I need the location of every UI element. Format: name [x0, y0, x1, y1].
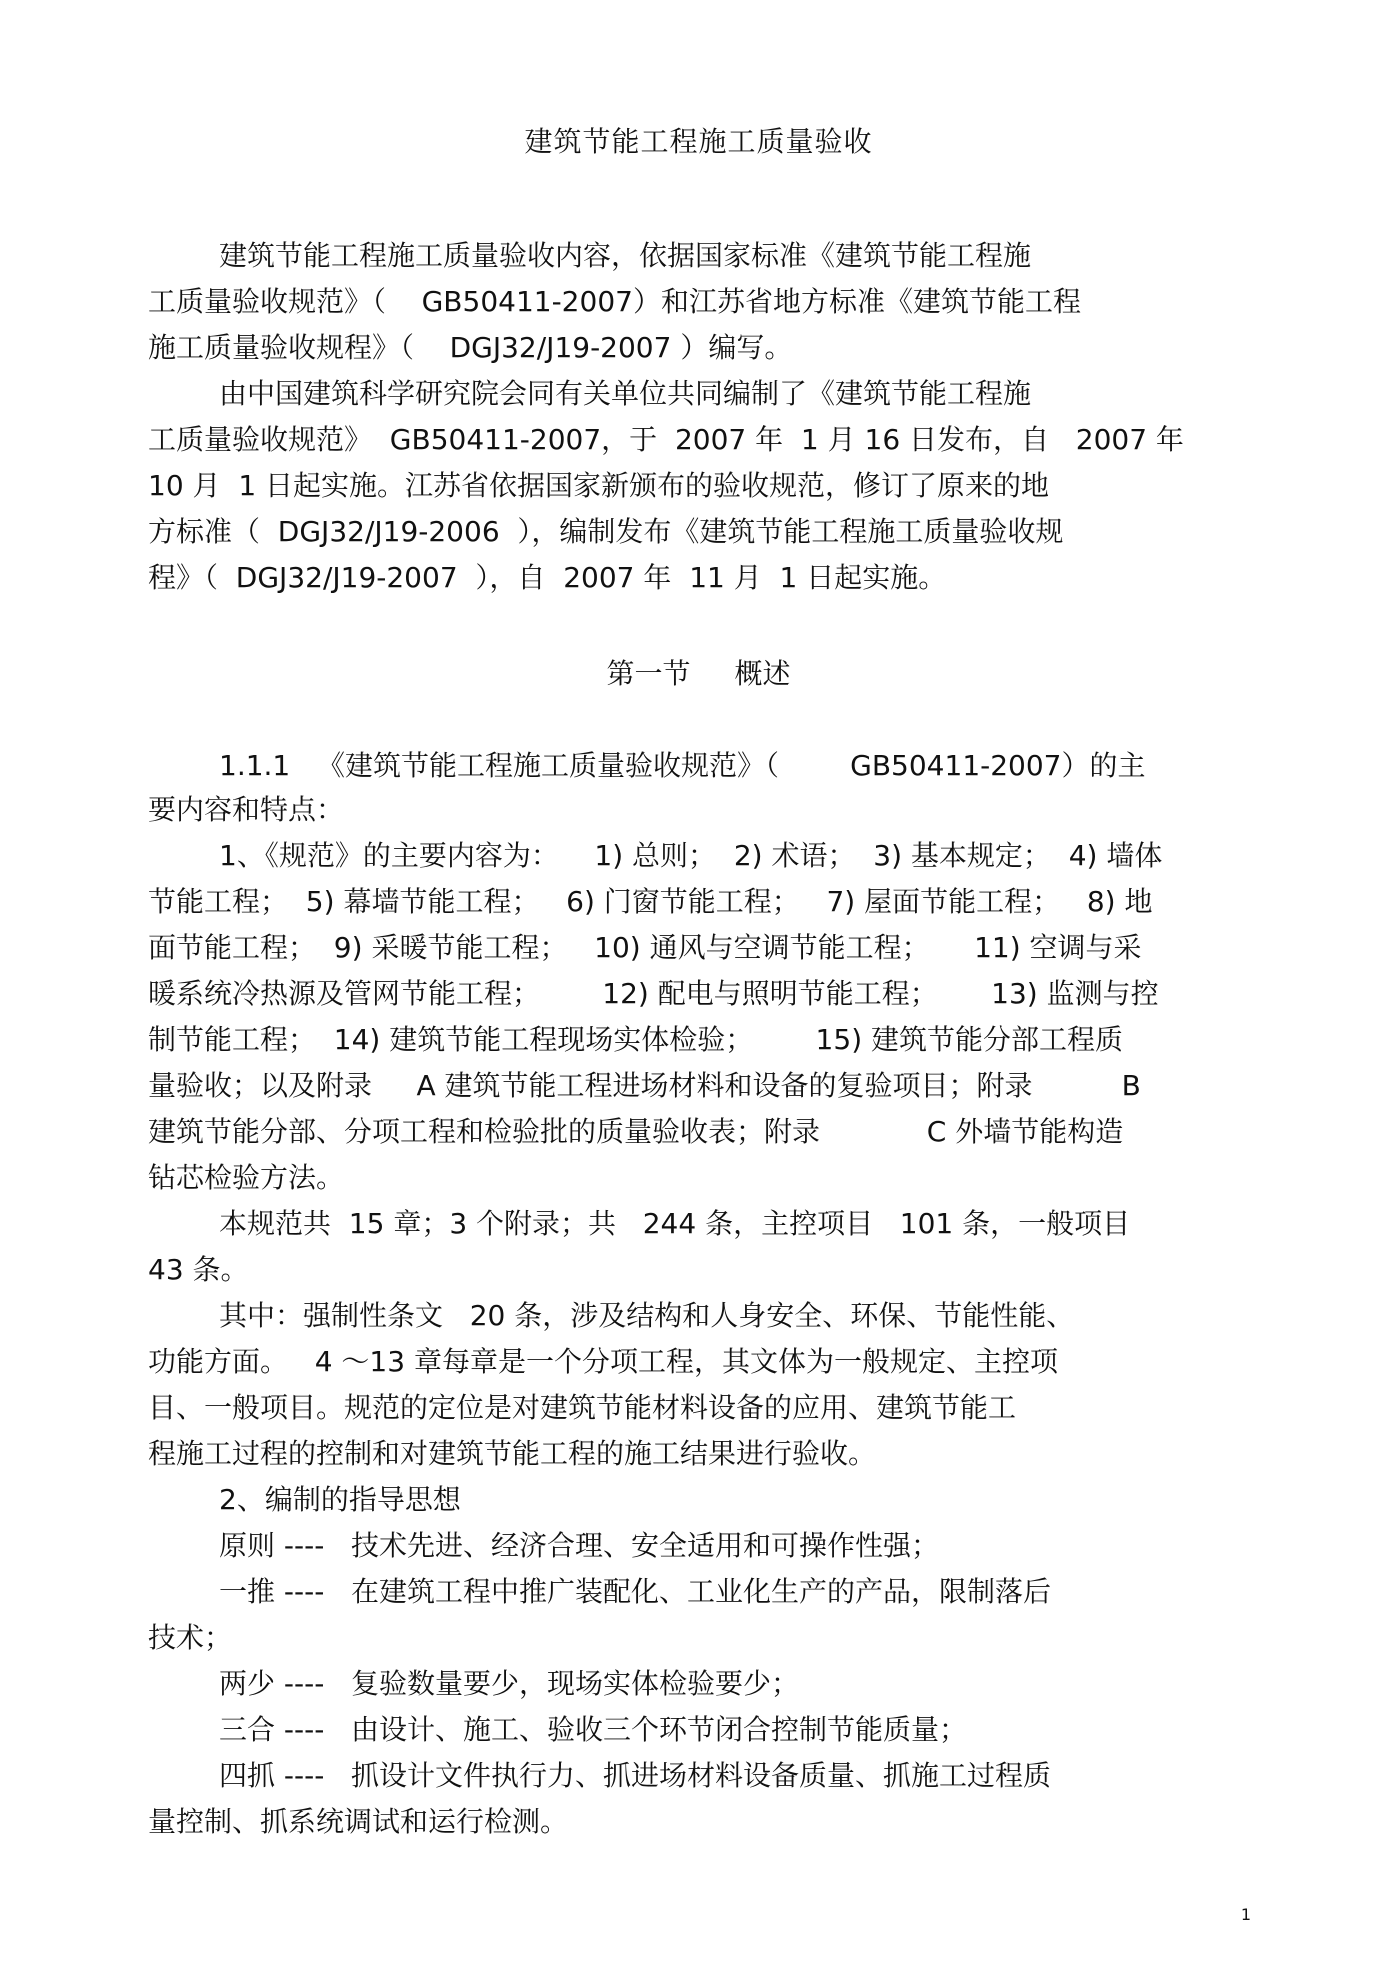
intro-line: 程》（ DGJ32/J19-2007 ），自 2007 年 11 月 1 日起实施。: [148, 561, 947, 594]
body-line: 一推 ---- 在建筑工程中推广装配化、工业化生产的产品，限制落后: [219, 1575, 1052, 1608]
body-line: 目、一般项目。规范的定位是对建筑节能材料设备的应用、建筑节能工: [148, 1391, 1017, 1424]
body-line: 43 条。: [148, 1253, 249, 1286]
intro-line: 建筑节能工程施工质量验收内容，依据国家标准《建筑节能工程施: [219, 239, 1032, 272]
intro-line: 施工质量验收规程》（ DGJ32/J19-2007 ）编写。: [148, 331, 793, 364]
body-line: 功能方面。 4 ～13 章每章是一个分项工程，其文体为一般规定、主控项: [148, 1345, 1058, 1378]
body-line: 程施工过程的控制和对建筑节能工程的施工结果进行验收。: [148, 1437, 877, 1470]
intro-line: 工质量验收规范》（ GB50411-2007）和江苏省地方标准《建筑节能工程: [148, 285, 1081, 318]
section-name: 概述: [734, 657, 791, 690]
body-line: 本规范共 15 章；3 个附录；共 244 条，主控项目 101 条，一般项目: [219, 1207, 1131, 1240]
body-line: 节能工程； 5) 幕墙节能工程； 6) 门窗节能工程； 7) 屋面节能工程； 8) 地: [148, 885, 1153, 918]
body-line: 面节能工程； 9) 采暖节能工程； 10) 通风与空调节能工程； 11) 空调与采: [148, 931, 1142, 964]
intro-line: 方标准（ DGJ32/J19-2006 ），编制发布《建筑节能工程施工质量验收规: [148, 515, 1064, 548]
body-line: 量控制、抓系统调试和运行检测。: [148, 1805, 569, 1838]
body-line: 四抓 ---- 抓设计文件执行力、抓进场材料设备质量、抓施工过程质: [219, 1759, 1052, 1792]
body-line: 1.1.1 《建筑节能工程施工质量验收规范》（ GB50411-2007）的主: [219, 749, 1146, 782]
body-line: 技术；: [148, 1621, 233, 1654]
intro-line: 工质量验收规范》 GB50411-2007，于 2007 年 1 月 16 日发布，自 2007 年: [148, 423, 1184, 456]
body-line: 要内容和特点：: [148, 793, 345, 826]
body-line: 1、《规范》的主要内容为： 1) 总则； 2) 术语； 3) 基本规定； 4) 墙体: [219, 839, 1163, 872]
section-number: 第一节: [606, 657, 691, 690]
intro-line: 由中国建筑科学研究院会同有关单位共同编制了《建筑节能工程施: [219, 377, 1032, 410]
body-line: 钻芯检验方法。: [148, 1161, 345, 1194]
body-line: 建筑节能分部、分项工程和检验批的质量验收表；附录 C 外墙节能构造: [148, 1115, 1124, 1148]
body-line: 两少 ---- 复验数量要少，现场实体检验要少；: [219, 1667, 800, 1700]
body-line: 三合 ---- 由设计、施工、验收三个环节闭合控制节能质量；: [219, 1713, 968, 1746]
body-line: 制节能工程； 14) 建筑节能工程现场实体检验； 15) 建筑节能分部工程质: [148, 1023, 1124, 1056]
body-line: 其中：强制性条文 20 条，涉及结构和人身安全、环保、节能性能、: [219, 1299, 1075, 1332]
body-line: 量验收；以及附录 A 建筑节能工程进场材料和设备的复验项目；附录 B: [148, 1069, 1141, 1102]
body-line: 原则 ---- 技术先进、经济合理、安全适用和可操作性强；: [219, 1529, 940, 1562]
page-number: 1: [1240, 1905, 1251, 1924]
body-line: 暖系统冷热源及管网节能工程； 12) 配电与照明节能工程； 13) 监测与控: [148, 977, 1159, 1010]
body-line: 2、编制的指导思想: [219, 1483, 461, 1516]
intro-line: 10 月 1 日起实施。江苏省依据国家新颁布的验收规范，修订了原来的地: [148, 469, 1050, 502]
document-title: 建筑节能工程施工质量验收: [524, 125, 873, 158]
section-heading: [0, 656, 1397, 692]
